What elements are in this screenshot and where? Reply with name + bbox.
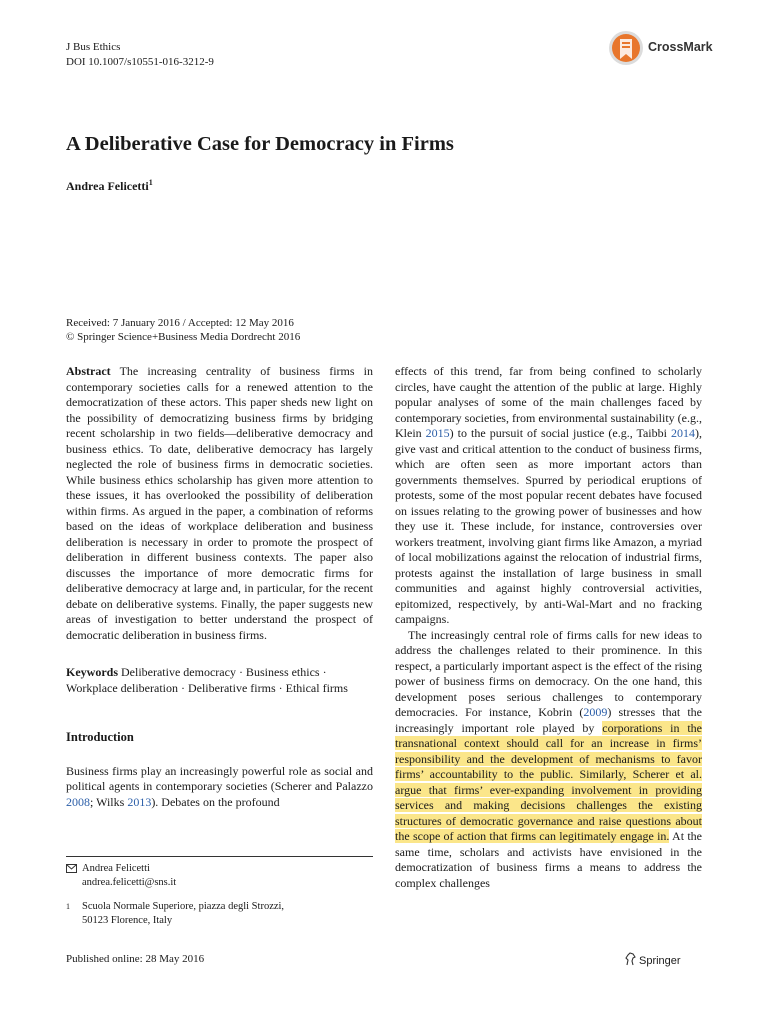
right-column (395, 364, 702, 891)
citation-link[interactable]: 2013 (127, 794, 152, 809)
copyright: © Springer Science+Business Media Dordrecht 2016 (66, 331, 301, 343)
body-paragraph (395, 628, 702, 892)
affiliation-number: 1 (66, 902, 70, 911)
doi: DOI 10.1007/s10551-016-3212-9 (66, 56, 214, 68)
affiliation-line: 50123 Florence, Italy (82, 915, 173, 926)
publication-dates (66, 316, 300, 344)
body-paragraph (395, 364, 702, 628)
paper-title: A Deliberative Case for Democracy in Firms (66, 133, 454, 155)
footnote-divider (66, 856, 373, 857)
text-run: ). Debates on the profound (151, 794, 280, 809)
correspondence-name: Andrea Felicetti (82, 863, 150, 874)
section-heading-introduction: Introduction (66, 730, 134, 744)
intro-paragraph (66, 764, 373, 811)
crossmark-badge[interactable] (608, 30, 718, 68)
publisher-name: Springer (639, 955, 681, 967)
springer-horse-icon (624, 952, 637, 966)
text-run: ), give vast and critical attention to the conduct of business firms, which are often seen as more important actors than governments themselves. Spurred by periodical eruptions of protests, some of the most popular recent debates have focused on issues relating to the growing power of businesses and how they use it. These include, for instance, controversies over workers treatment, involving giant firms like Amazon, a myriad of local mobilizations against the relocation of industrial firms, protests against the installation of large business in small communities and against highly controversial activities, epitomized, respectively, by anti-Wal-Mart and no fracking campaigns. (395, 426, 702, 626)
text-run: ) to the pursuit of social justice (e.g., Taibbi (449, 426, 671, 440)
correspondence-email[interactable]: andrea.felicetti@sns.it (82, 877, 177, 888)
abstract-label: Abstract (66, 364, 111, 378)
author-name: Andrea Felicetti (66, 179, 149, 193)
crossmark-icon (608, 30, 644, 66)
highlighted-text[interactable]: corporations in the transnational context should call for an increase in firms’ responsibility and the development of mechanisms to favor firms’ accountability to the public. Similarly, Scherer et al. argue that firms’ ever-expanding involvement in providing services and making decisions challenges the existing structures of democratic governance and raise questions about the scope of action that firms can legitimately engage in. (395, 720, 702, 843)
text-run: ) stresses that the increasingly important role played by (395, 705, 703, 735)
abstract (66, 364, 373, 643)
affiliation-line: Scuola Normale Superiore, piazza degli Strozzi, (82, 901, 285, 912)
citation-link[interactable]: 2014 (670, 426, 695, 440)
envelope-icon (66, 864, 77, 873)
crossmark-label: CrossMark (648, 40, 713, 54)
journal-name: J Bus Ethics (66, 41, 121, 53)
publisher-logo (624, 952, 681, 967)
text-run: The increasingly central role of firms calls for new ideas to address the challenges related to their prominence. In this respect, a particularly important aspect is the effect of the rising power of business firms on democracy. On the one hand, this development poses serious challenges to contemporary democracies. For instance, Kobrin ( (395, 627, 702, 719)
received-accepted: Received: 7 January 2016 / Accepted: 12 May 2016 (66, 317, 294, 329)
author (66, 178, 153, 194)
keywords-label: Keywords (66, 665, 118, 679)
citation-link[interactable]: 2009 (583, 705, 608, 719)
published-online: Published online: 28 May 2016 (66, 953, 205, 965)
keywords-text: Deliberative democracy · Business ethics · Workplace deliberation · Deliberative firms · Ethical firms (66, 665, 348, 695)
abstract-text: The increasing centrality of business firms in contemporary societies calls for a renewed attention to the democratization of these actors. This paper sheds new light on the possibility of democratizing business firms by bridging recent scholarship in two fields—deliberative democracy and business ethics. To date, deliberative democracy has largely neglected the role of business firms in democratic societies. While business ethics scholarship has given more attention to these issues, it has overlooked the possibility of deliberation within firms. As argued in the paper, a combination of reforms based on the ideas of workplace deliberation and business deliberation is necessary in order to promote the prospect of deliberation in different business contexts. The paper also discusses the importance of more democratic firms for deliberative democracy at large and, in particular, for the recent debate on deliberative systems. Finally, the paper suggests new areas of investigation to better understand the prospect of democratic deliberation in business firms. (66, 364, 373, 642)
keywords (66, 665, 373, 696)
citation-link[interactable]: 2015 (425, 426, 450, 440)
text-run: At the same time, scholars and activists have envisioned in the democratization of business firms a means to address the complex challenges (395, 829, 702, 890)
author-affiliation-mark: 1 (148, 178, 153, 187)
left-column (66, 364, 373, 810)
text-run: Business firms play an increasingly powerful role as social and political agents in contemporary societies (Scherer and Palazzo (66, 763, 373, 793)
text-run: effects of this trend, far from being confined to scholarly circles, have caught the attention of the public at large. Highly popular analyses of some of the main challenges faced by contemporary societies, from environmental sustainability (e.g., Klein (395, 364, 702, 440)
text-run: ; Wilks (90, 794, 128, 809)
citation-link[interactable]: 2008 (66, 794, 90, 809)
